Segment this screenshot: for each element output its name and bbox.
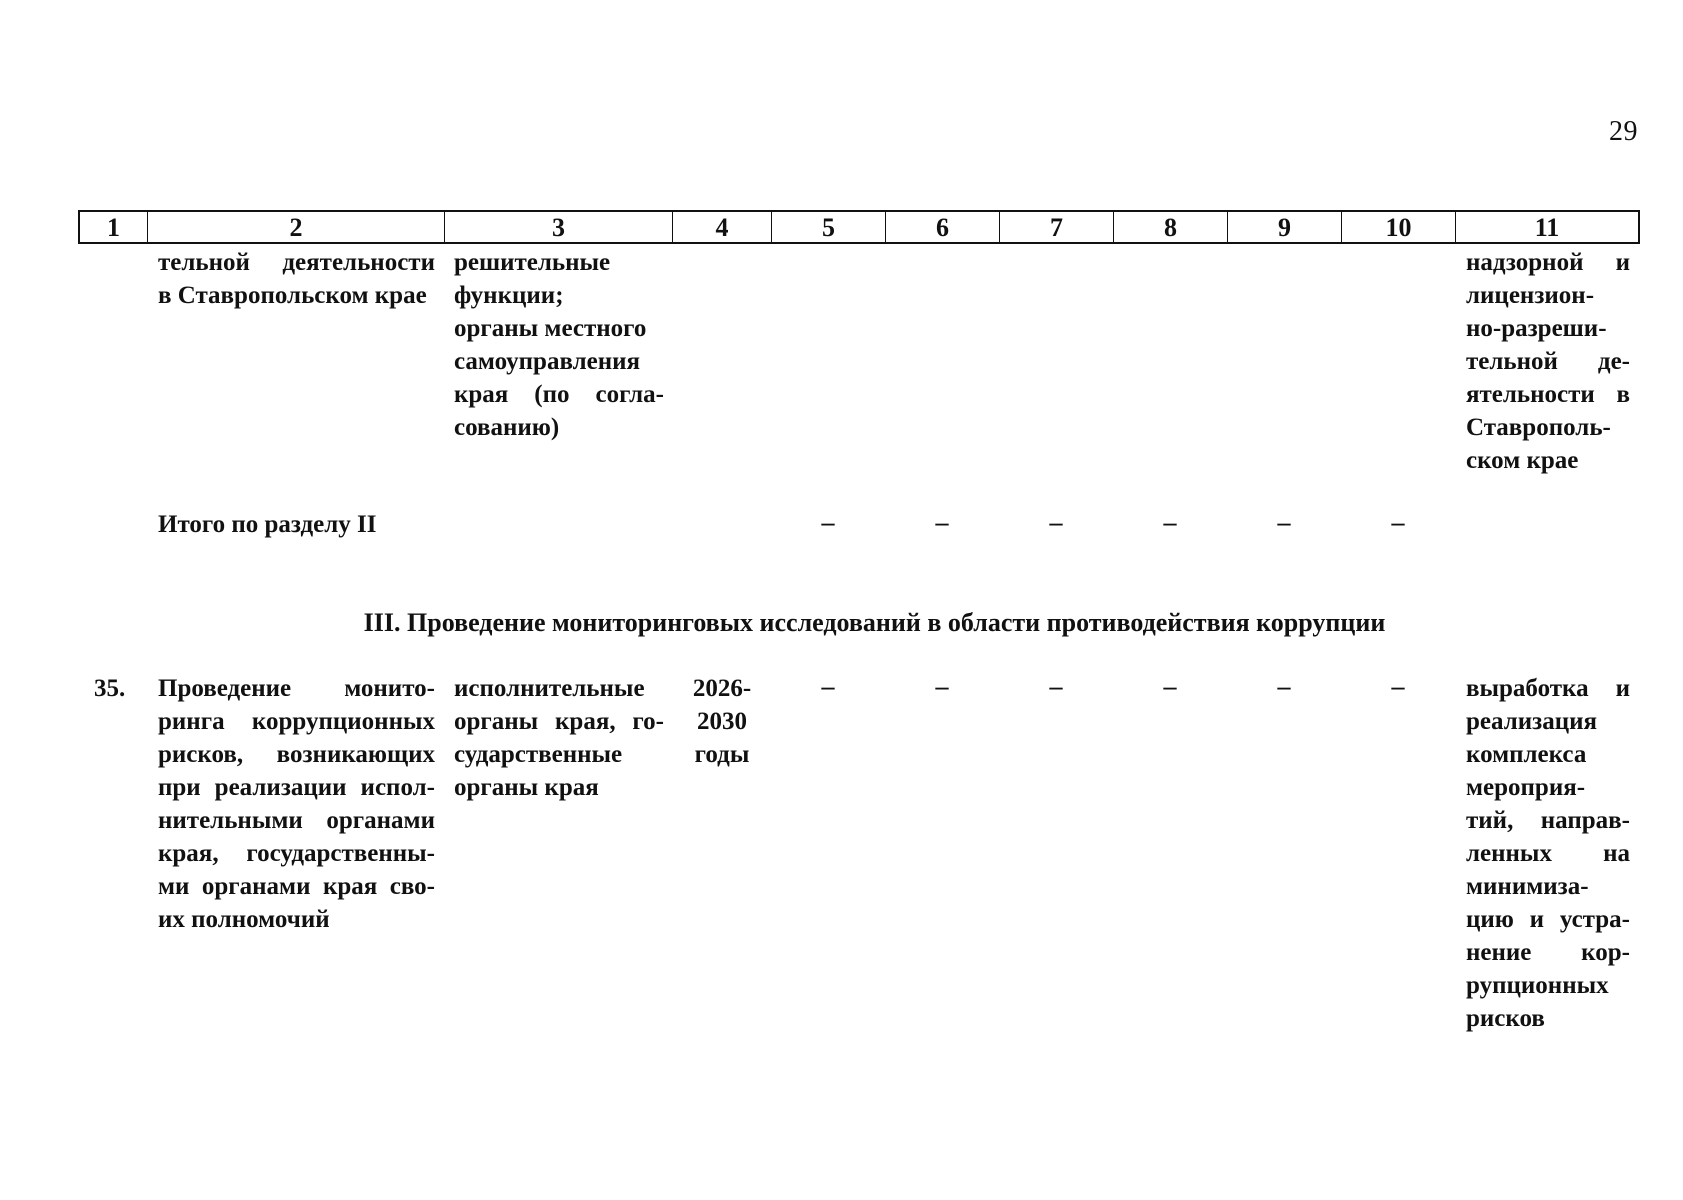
text-line: органы края bbox=[454, 774, 599, 801]
row-35-col3 bbox=[454, 672, 664, 804]
text-line: нительными органами bbox=[158, 807, 435, 834]
total-value-col5: – bbox=[821, 508, 835, 537]
row-35-number: 35. bbox=[94, 675, 126, 702]
text-line: края (по согла- bbox=[454, 381, 664, 408]
text-line: лицензион- bbox=[1466, 282, 1595, 309]
text-line: сованию) bbox=[454, 414, 560, 441]
text-line: комплекса bbox=[1466, 741, 1587, 768]
continued-row-col11 bbox=[1466, 246, 1630, 477]
text-line: рупционных bbox=[1466, 972, 1609, 999]
text-line: сударственные bbox=[454, 741, 623, 768]
text-line: их полномочий bbox=[158, 906, 330, 933]
header-col-11: 11 bbox=[1534, 213, 1560, 242]
header-col-4: 4 bbox=[673, 212, 772, 242]
continued-row-col2 bbox=[158, 246, 435, 312]
section-title: III. Проведение мониторинговых исследований в области противодействия коррупции bbox=[363, 608, 1386, 637]
header-col-7: 7 bbox=[1000, 212, 1114, 242]
total-value-col7: – bbox=[1049, 508, 1063, 537]
row-35-col11 bbox=[1466, 672, 1630, 1035]
text-line: функции; bbox=[454, 282, 564, 309]
total-value-col6: – bbox=[935, 508, 949, 537]
row-35-value-col8: – bbox=[1163, 672, 1177, 701]
row-35-value-col5: – bbox=[821, 672, 835, 701]
text-line: края, государственны- bbox=[158, 840, 435, 867]
text-line: 2026- bbox=[692, 675, 752, 702]
text-line: решительные bbox=[454, 249, 611, 276]
text-line: тельной де- bbox=[1466, 348, 1630, 375]
header-col-9: 9 bbox=[1228, 212, 1342, 242]
row-35-value-col6: – bbox=[935, 672, 949, 701]
total-value-col10: – bbox=[1391, 508, 1405, 537]
text-line: ринга коррупционных bbox=[158, 708, 435, 735]
text-line: ятельности в bbox=[1466, 381, 1630, 408]
text-line: нение кор- bbox=[1466, 939, 1630, 966]
text-line: самоуправления bbox=[454, 348, 641, 375]
header-col-2: 2 bbox=[148, 212, 445, 242]
text-line: ми органами края сво- bbox=[158, 873, 435, 900]
row-35-col2 bbox=[158, 672, 435, 936]
text-line: тельной деятельности bbox=[158, 249, 435, 276]
text-line: Ставрополь- bbox=[1466, 414, 1611, 441]
text-line: рисков, возникающих bbox=[158, 741, 435, 768]
row-35-value-col10: – bbox=[1391, 672, 1405, 701]
total-row-label: Итого по разделу II bbox=[158, 511, 377, 538]
text-line: органы местного bbox=[454, 315, 647, 342]
text-line: ском крае bbox=[1466, 447, 1579, 474]
text-line: реализация bbox=[1466, 708, 1598, 735]
text-line: в Ставропольском крае bbox=[158, 282, 427, 309]
text-line: органы края, го- bbox=[454, 708, 664, 735]
text-line: ленных на bbox=[1466, 840, 1630, 867]
page-number: 29 bbox=[1609, 116, 1638, 147]
continued-row-col3 bbox=[454, 246, 664, 444]
text-line: рисков bbox=[1466, 1005, 1545, 1032]
table-header-row bbox=[78, 210, 1640, 244]
header-col-1: 1 bbox=[80, 212, 148, 242]
text-line: минимиза- bbox=[1466, 873, 1589, 900]
header-col-3: 3 bbox=[445, 212, 673, 242]
row-35-value-col7: – bbox=[1049, 672, 1063, 701]
text-line: выработка и bbox=[1466, 675, 1630, 702]
text-line: мероприя- bbox=[1466, 774, 1586, 801]
header-col-6: 6 bbox=[886, 212, 1000, 242]
text-line: надзорной и bbox=[1466, 249, 1630, 276]
text-line: при реализации испол- bbox=[158, 774, 435, 801]
row-35-value-col9: – bbox=[1277, 672, 1291, 701]
text-line: но-разреши- bbox=[1466, 315, 1607, 342]
text-line: цию и устра- bbox=[1466, 906, 1630, 933]
total-value-col9: – bbox=[1277, 508, 1291, 537]
text-line: тий, направ- bbox=[1466, 807, 1630, 834]
header-col-10: 10 bbox=[1342, 212, 1456, 242]
text-line: 2030 bbox=[697, 708, 747, 735]
header-col-8: 8 bbox=[1114, 212, 1228, 242]
header-col-5: 5 bbox=[772, 212, 886, 242]
text-line: Проведение монито- bbox=[158, 675, 435, 702]
text-line: исполнительные bbox=[454, 675, 645, 702]
row-35-col4 bbox=[680, 672, 764, 771]
text-line: годы bbox=[694, 741, 750, 768]
total-value-col8: – bbox=[1163, 508, 1177, 537]
